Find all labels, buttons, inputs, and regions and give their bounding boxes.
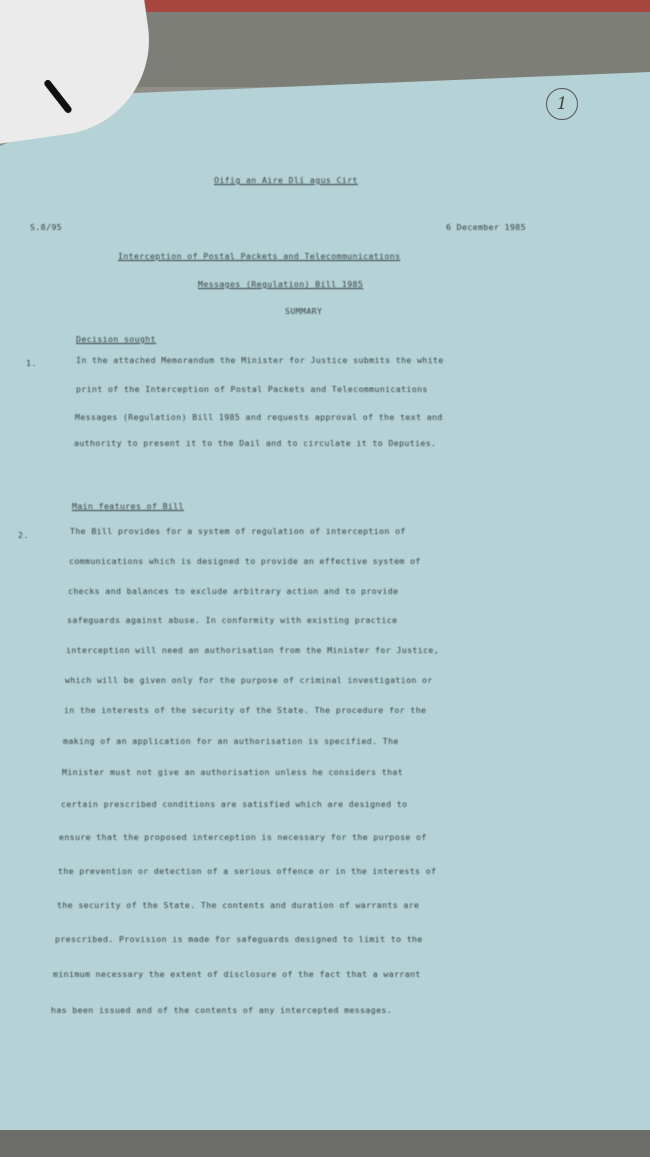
paragraph-line: communications which is designed to provide an effective system of	[69, 556, 421, 566]
paragraph-line: which will be given only for the purpose of criminal investigation or	[65, 675, 433, 685]
paragraph-line: interception will need an authorisation from the Minister for Justice,	[66, 645, 440, 655]
paragraph-line: prescribed. Provision is made for safeguards designed to limit to the	[55, 934, 423, 944]
section-heading-decision: Decision sought	[76, 334, 156, 344]
paragraph-line: making of an application for an authorisation is specified. The	[63, 736, 399, 746]
summary-heading: SUMMARY	[285, 306, 323, 316]
department-header: Oifig an Aire Dlí agus Cirt	[214, 175, 358, 185]
paragraph-line: in the interests of the security of the State. The procedure for the	[64, 705, 427, 715]
paragraph-number-1: 1.	[26, 358, 37, 368]
document-date: 6 December 1985	[446, 222, 526, 232]
bill-title-line-2: Messages (Regulation) Bill 1985	[198, 279, 364, 289]
paragraph-line: has been issued and of the contents of any intercepted messages.	[51, 1005, 393, 1015]
handwritten-page-number: 1	[546, 88, 578, 120]
bill-title-line-1: Interception of Postal Packets and Telecommunications	[118, 251, 401, 261]
paragraph-line: the security of the State. The contents and duration of warrants are	[57, 900, 420, 910]
paragraph-number-2: 2.	[18, 530, 29, 540]
paragraph-line: minimum necessary the extent of disclosure of the fact that a warrant	[53, 969, 421, 979]
paragraph-line: Minister must not give an authorisation unless he considers that	[62, 767, 404, 777]
reference-number: S.8/95	[30, 222, 62, 232]
paragraph-line: certain prescribed conditions are satisfied which are designed to	[61, 799, 408, 809]
paragraph-line: safeguards against abuse. In conformity with existing practice	[67, 615, 398, 625]
paragraph-line: print of the Interception of Postal Packets and Telecommunications	[76, 384, 428, 394]
paragraph-line: The Bill provides for a system of regulation of interception of	[70, 526, 406, 536]
paragraph-line: Messages (Regulation) Bill 1985 and requests approval of the text and	[75, 412, 443, 422]
paragraph-line: authority to present it to the Dail and to circulate it to Deputies.	[74, 438, 437, 448]
section-heading-main-features: Main features of Bill	[72, 501, 184, 511]
paragraph-line: ensure that the proposed interception is necessary for the purpose of	[59, 832, 427, 842]
paragraph-line: checks and balances to exclude arbitrary action and to provide	[68, 586, 399, 596]
paragraph-line: the prevention or detection of a serious offence or in the interests of	[58, 866, 437, 876]
paragraph-line: In the attached Memorandum the Minister for Justice submits the white	[76, 355, 444, 365]
